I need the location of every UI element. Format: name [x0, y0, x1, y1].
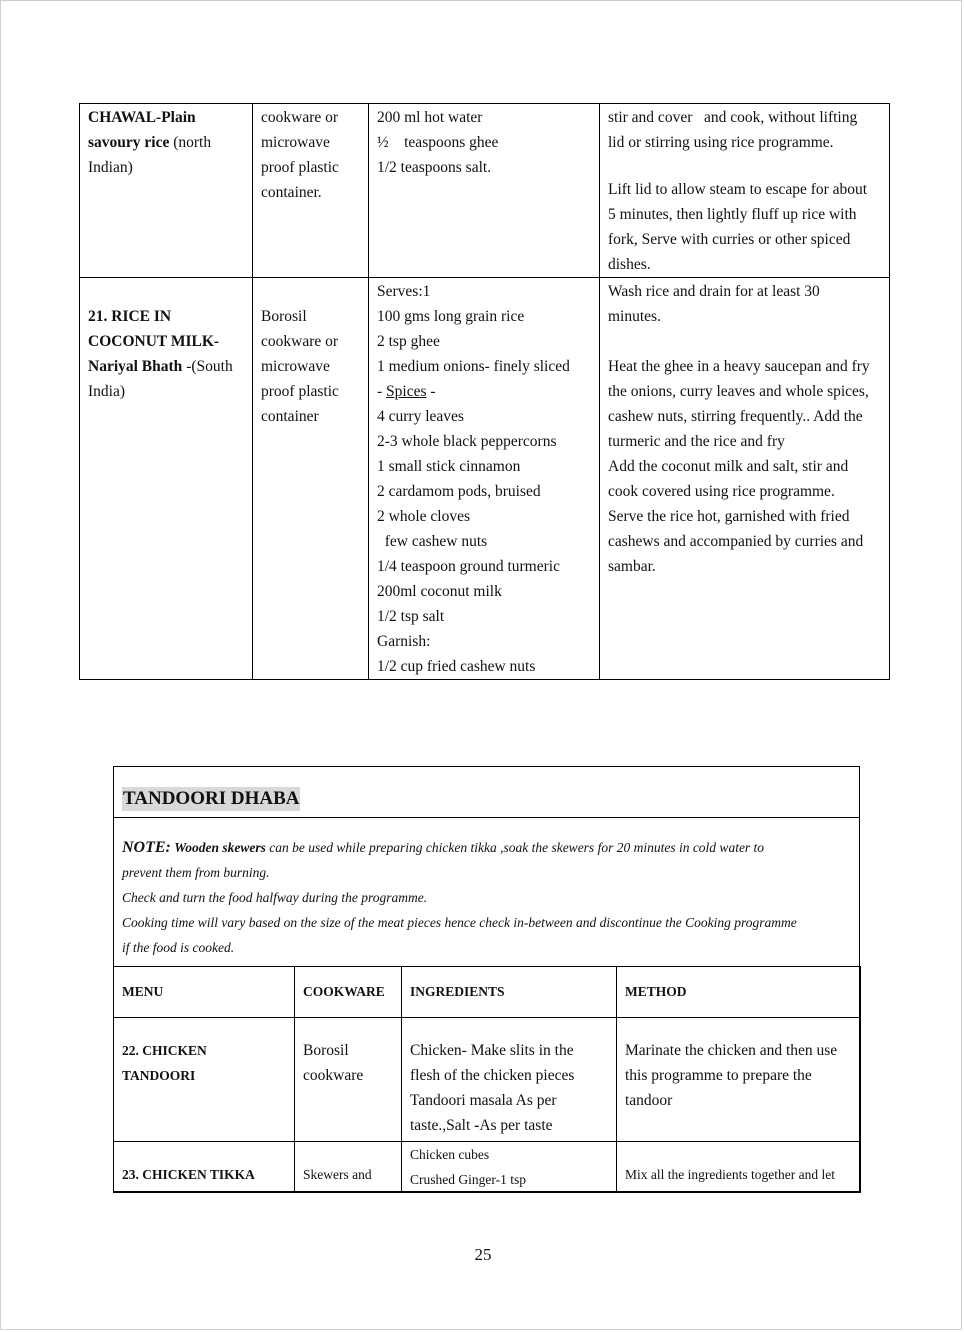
note-label: NOTE:	[122, 839, 171, 856]
header-ingredients: INGREDIENTS	[402, 967, 617, 1018]
list-item: 1 medium onions- finely sliced	[377, 358, 570, 375]
list-item: cookware	[303, 1067, 364, 1084]
list-item: Add the coconut milk and salt, stir and	[608, 458, 849, 475]
dish-region: -(South	[182, 358, 233, 375]
cookware-cell	[253, 278, 369, 680]
section-header	[114, 767, 859, 818]
list-item: microwave	[261, 358, 330, 375]
list-item: proof plastic	[261, 159, 339, 176]
list-item: Skewers and	[303, 1167, 372, 1182]
list-item: sambar.	[608, 558, 656, 575]
ingredients-cell	[402, 1142, 617, 1193]
list-item: Crushed Ginger-1 tsp	[410, 1172, 526, 1187]
list-item: Borosil	[303, 1042, 349, 1059]
list-item: tandoor	[625, 1092, 673, 1109]
list-item: Serves:1	[377, 283, 431, 300]
note-text: prevent them from burning.	[122, 865, 270, 880]
header-cookware: COOKWARE	[295, 967, 402, 1018]
list-item: Tandoori masala As per	[410, 1092, 557, 1109]
list-item: Serve the rice hot, garnished with fried	[608, 508, 850, 525]
list-item: dishes.	[608, 256, 651, 273]
list-item: cashew nuts, stirring frequently.. Add the	[608, 408, 863, 425]
list-item: lid or stirring using rice programme.	[608, 134, 834, 151]
list-item: few cashew nuts	[377, 533, 488, 550]
list-item: flesh of the chicken pieces	[410, 1067, 575, 1084]
note-block	[122, 835, 852, 960]
note-text: Check and turn the food halfway during the programme.	[122, 890, 428, 905]
list-item: 2 cardamom pods, bruised	[377, 483, 541, 500]
list-item: Chicken cubes	[410, 1147, 490, 1162]
method-cell	[617, 1018, 861, 1142]
dish-cell	[80, 278, 253, 680]
table-row	[114, 1142, 861, 1193]
list-item: 2 tsp ghee	[377, 333, 440, 350]
list-item: Heat the ghee in a heavy saucepan and fry	[608, 358, 870, 375]
list-item: Wash rice and drain for at least 30	[608, 283, 820, 300]
table-row	[80, 278, 890, 680]
list-item: 1/2 cup fried cashew nuts	[377, 658, 536, 675]
list-item: 2-3 whole black peppercorns	[377, 433, 557, 450]
section-title: TANDOORI DHABA	[123, 788, 300, 809]
list-item: cookware or	[261, 333, 339, 350]
ingredients-cell	[369, 278, 600, 680]
table-row	[114, 1018, 861, 1142]
list-item: the onions, curry leaves and whole spices,	[608, 383, 869, 400]
method-cell	[600, 278, 890, 680]
tandoori-section	[113, 766, 860, 1192]
cookware-cell	[253, 104, 369, 278]
list-item: taste.,Salt	[410, 1117, 475, 1134]
header-method: METHOD	[617, 967, 861, 1018]
list-item: minutes.	[608, 308, 661, 325]
tandoori-table	[113, 966, 861, 1193]
cookware-cell	[295, 1142, 402, 1193]
note-text: can be used while preparing chicken tikka ,soak the skewers for 20 minutes in cold water to	[265, 840, 765, 855]
dish-cell	[80, 104, 253, 278]
list-item: Chicken- Make slits in the	[410, 1042, 574, 1059]
method-cell	[617, 1142, 861, 1193]
list-item: 1/2 teaspoons salt.	[377, 159, 492, 176]
dish-number: 21. RICE IN	[88, 308, 172, 325]
menu-cell	[114, 1142, 295, 1193]
table-row	[80, 104, 890, 278]
list-item: Garnish:	[377, 633, 431, 650]
list-item: container	[261, 408, 319, 425]
header-menu: MENU	[114, 967, 295, 1018]
list-item: 1 small stick cinnamon	[377, 458, 521, 475]
list-item: turmeric and the rice and fry	[608, 433, 785, 450]
dish-name: 22. CHICKEN	[122, 1043, 207, 1058]
page-number: 25	[474, 1245, 492, 1264]
list-item: Borosil	[261, 308, 307, 325]
list-item: this programme to prepare the	[625, 1067, 812, 1084]
list-item: proof plastic	[261, 383, 339, 400]
cookware-cell	[295, 1018, 402, 1142]
list-item: fork, Serve with curries or other spiced	[608, 231, 851, 248]
list-item: Marinate the chicken and then use	[625, 1042, 838, 1059]
list-item: cookware or	[261, 109, 339, 126]
note-emphasis: Wooden skewers	[174, 840, 266, 855]
list-item: ½ teaspoons ghee	[377, 134, 499, 151]
dish-name: CHAWAL-Plain savoury rice	[88, 109, 196, 151]
note-text: Cooking time will vary based on the size of the meat pieces hence check in-between and discontinue the Cooking programme	[122, 915, 797, 930]
spices-heading: - Spices -	[377, 383, 436, 400]
dish-name: COCONUT MILK-	[88, 333, 220, 350]
list-item: 200 ml hot water	[377, 109, 483, 126]
menu-cell	[114, 1018, 295, 1142]
spices-label: Spices	[386, 383, 427, 400]
dish-region: (north Indian)	[88, 134, 212, 176]
dish-local-name: Nariyal Bhath	[88, 358, 183, 375]
list-item: microwave	[261, 134, 330, 151]
list-item: cook covered using rice programme.	[608, 483, 835, 500]
list-item: cashews and accompanied by curries and	[608, 533, 864, 550]
dish-name: TANDOORI	[122, 1068, 196, 1083]
note-text: if the food is cooked.	[122, 940, 235, 955]
list-item: 1/2 tsp salt	[377, 608, 445, 625]
dish-region-end: India)	[88, 383, 126, 400]
table-header-row	[114, 967, 861, 1018]
method-cell	[600, 104, 890, 278]
dish-name: 23. CHICKEN TIKKA	[122, 1167, 255, 1182]
list-item: 4 curry leaves	[377, 408, 464, 425]
list-item: Mix all the ingredients together and let	[625, 1167, 835, 1182]
list-item: Lift lid to allow steam to escape for about	[608, 181, 868, 198]
list-item: 100 gms long grain rice	[377, 308, 525, 325]
ingredients-cell	[369, 104, 600, 278]
ingredients-cell: Chicken- Make slits in the flesh of the chicken pieces Tandoori masala As per taste.,Salt -As per taste	[402, 1018, 617, 1142]
list-item: 2 whole cloves	[377, 508, 470, 525]
list-item: 200ml coconut milk	[377, 583, 502, 600]
list-item: 5 minutes, then lightly fluff up rice with	[608, 206, 857, 223]
list-item: container.	[261, 184, 322, 201]
list-item: stir and cover and cook, without lifting	[608, 109, 858, 126]
list-item: 1/4 teaspoon ground turmeric	[377, 558, 560, 575]
rice-recipes-table	[79, 103, 890, 680]
